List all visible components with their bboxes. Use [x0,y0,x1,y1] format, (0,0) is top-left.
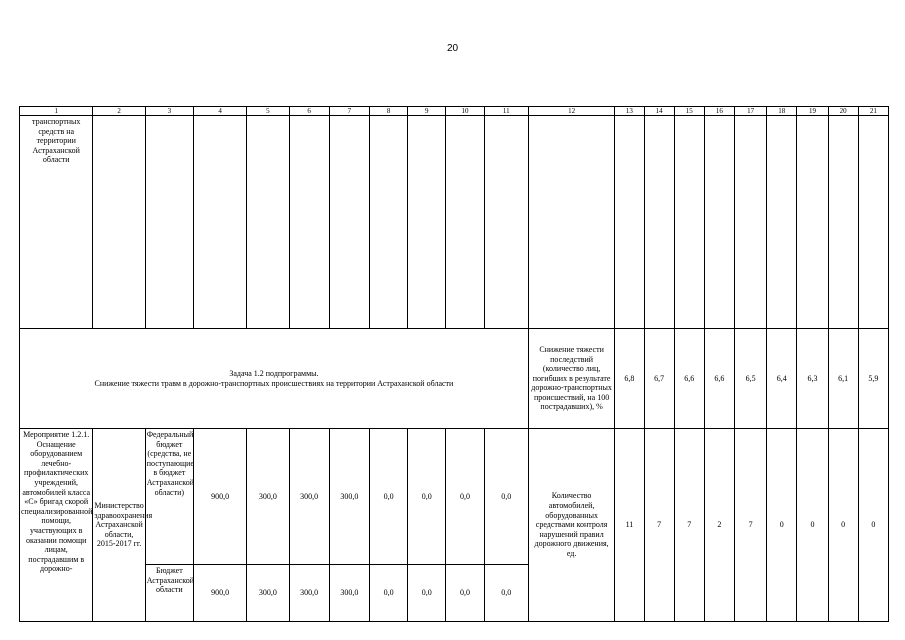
col-num: 15 [674,107,704,116]
measure-value: 0 [767,429,797,622]
amount-cell: 300,0 [247,565,289,622]
amount-cell: 0,0 [446,429,484,565]
col-num: 17 [735,107,767,116]
measure-value: 0 [797,429,828,622]
amount-cell: 300,0 [329,565,369,622]
measure-value: 7 [644,429,674,622]
col-num: 16 [704,107,734,116]
task-title-line1: Задача 1.2 подпрограммы. [229,368,319,378]
amount-cell: 0,0 [484,429,528,565]
continued-activity-cell: транспортных средств на территории Астраханской области [20,116,93,329]
col-num: 14 [644,107,674,116]
col-num: 10 [446,107,484,116]
amount-cell: 300,0 [329,429,369,565]
measure-value: 7 [674,429,704,622]
col-num: 2 [93,107,145,116]
amount-cell: 0,0 [446,565,484,622]
task-value: 6,4 [767,329,797,429]
amount-cell: 0,0 [408,565,446,622]
col-num: 19 [797,107,828,116]
task-value: 6,8 [615,329,644,429]
col-num: 7 [329,107,369,116]
task-title-line2: Снижение тяжести травм в дорожно-транспортных происшествиях на территории Астраханской области [94,378,454,388]
funding-source-regional: Бюджет Астраханской области [145,565,193,622]
task-value: 6,3 [797,329,828,429]
column-number-row [20,107,889,116]
amount-cell: 0,0 [408,429,446,565]
amount-cell: 0,0 [369,429,407,565]
measure-value: 0 [858,429,888,622]
measure-value: 7 [735,429,767,622]
measure-value: 0 [828,429,858,622]
amount-cell: 0,0 [484,565,528,622]
task-value: 6,6 [704,329,734,429]
task-value: 6,5 [735,329,767,429]
amount-cell: 300,0 [247,429,289,565]
task-value: 6,1 [828,329,858,429]
page-number: 20 [446,43,459,54]
measure-executor: Министерство здравоохранения Астраханской области, 2015-2017 гг. [93,429,145,622]
measure-value: 2 [704,429,734,622]
task-value: 6,6 [674,329,704,429]
task-title-cell [20,329,529,429]
col-num: 8 [369,107,407,116]
col-num: 4 [193,107,246,116]
col-num: 11 [484,107,528,116]
amount-cell: 900,0 [193,565,246,622]
col-num: 20 [828,107,858,116]
continued-row [20,116,889,329]
col-num: 12 [528,107,614,116]
amount-cell: 300,0 [289,429,329,565]
amount-cell: 900,0 [193,429,246,565]
col-num: 5 [247,107,289,116]
col-num: 9 [408,107,446,116]
measure-indicator: Количество автомобилей, оборудованных средствами контроля нарушений правил дорожного движения, ед. [528,429,614,622]
funding-source-federal: Федеральный бюджет (средства, не поступающие в бюджет Астраханской области) [145,429,193,565]
measure-name: Мероприятие 1.2.1. Оснащение оборудованием лечебно-профилактических учреждений, автомобилей класса «С» бригад скорой специализированной помощи, участвующих в оказании помощи лицам, пострадавшим в дорожно- [20,429,93,622]
col-num: 6 [289,107,329,116]
task-value: 5,9 [858,329,888,429]
task-indicator: Снижение тяжести последствий (количество лиц, погибших в результате дорожно-транспортных происшествий, на 100 пострадавших), % [528,329,614,429]
col-num: 18 [767,107,797,116]
col-num: 1 [20,107,93,116]
amount-cell: 300,0 [289,565,329,622]
measure-row-federal [20,429,889,565]
col-num: 13 [615,107,644,116]
task-value: 6,7 [644,329,674,429]
col-num: 21 [858,107,888,116]
measure-value: 11 [615,429,644,622]
program-table [19,106,889,622]
col-num: 3 [145,107,193,116]
task-row [20,329,889,429]
amount-cell: 0,0 [369,565,407,622]
